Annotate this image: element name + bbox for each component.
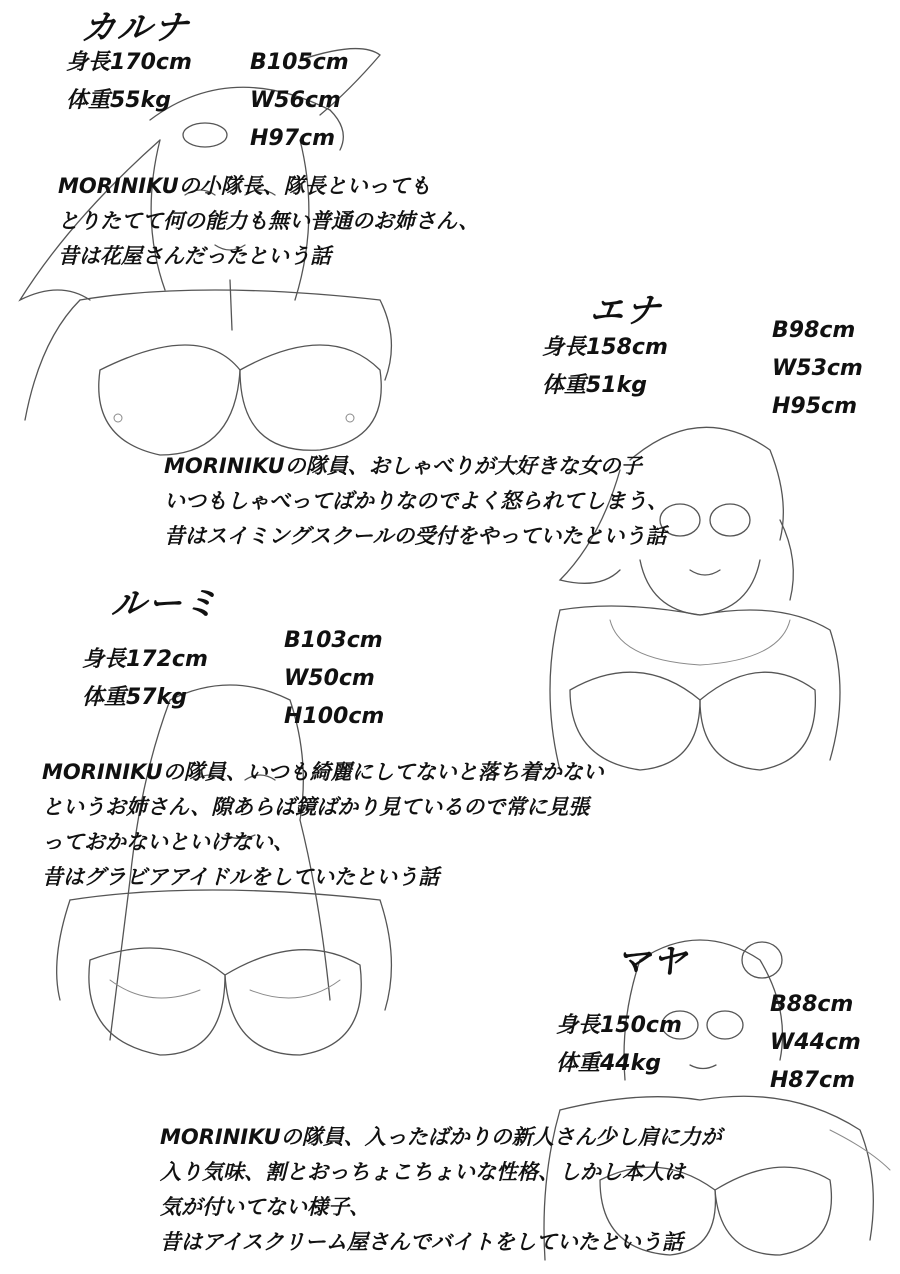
description-line: 昔はグラビアアイドルをしていたという話 [42,865,440,889]
stats-measurements-ena [772,312,863,426]
height-value: 身長172cm [82,647,208,672]
hip-value: H100cm [284,704,385,729]
height-value: 身長170cm [66,50,192,75]
description-rumi [42,755,604,895]
description-line: 昔は花屋さんだったという話 [58,244,331,268]
waist-value: W53cm [772,356,863,381]
bust-value: B98cm [772,318,856,343]
description-line: 昔はスイミングスクールの受付をやっていたという話 [164,524,667,548]
description-line: 気が付いてない様子、 [160,1195,370,1219]
description-line: MORINIKUの隊員、おしゃべりが大好きな女の子 [164,454,642,478]
character-name-karuna: カルナ [79,8,192,48]
hip-value: H87cm [770,1068,855,1093]
character-name-ena: エナ [587,291,664,331]
description-line: いつもしゃべってばかりなのでよく怒られてしまう、 [164,489,668,513]
weight-value: 体重44kg [556,1051,661,1076]
stats-body-rumi [82,641,208,717]
weight-value: 体重57kg [82,685,187,710]
description-line: とりたてて何の能力も無い普通のお姉さん、 [58,209,480,233]
description-line: 昔はアイスクリーム屋さんでバイトをしていたという話 [160,1230,683,1254]
stats-measurements-maya [770,986,861,1100]
height-value: 身長150cm [556,1013,682,1038]
description-line: というお姉さん、隙あらば鏡ばかり見ているので常に見張 [42,795,590,819]
description-line: 入り気味、割とおっちょこちょいな性格、しかし本人は [160,1160,685,1184]
bust-value: B105cm [250,50,349,75]
weight-value: 体重55kg [66,88,171,113]
stats-measurements-rumi [284,622,384,736]
description-line: MORINIKUの隊員、いつも綺麗にしてないと落ち着かない [42,760,604,784]
hip-value: H97cm [250,126,335,151]
stats-body-karuna [66,44,192,120]
height-value: 身長158cm [542,335,668,360]
waist-value: W50cm [284,666,375,691]
description-line: MORINIKUの小隊長、隊長といっても [58,174,431,198]
waist-value: W44cm [770,1030,861,1055]
weight-value: 体重51kg [542,373,647,398]
bust-value: B88cm [770,992,854,1017]
hip-value: H95cm [772,394,857,419]
description-karuna [58,169,479,274]
description-ena [164,449,668,554]
waist-value: W56cm [250,88,341,113]
stats-measurements-karuna [250,44,349,158]
stats-body-ena [542,329,668,405]
character-name-rumi: ルーミ [109,584,222,624]
bust-value: B103cm [284,628,383,653]
description-line: MORINIKUの隊員、入ったばかりの新人さん少し肩に力が [160,1125,722,1149]
description-maya [160,1120,722,1260]
character-name-maya: マヤ [613,942,690,982]
description-line: っておかないといけない、 [42,830,294,854]
stats-body-maya [556,1007,682,1083]
